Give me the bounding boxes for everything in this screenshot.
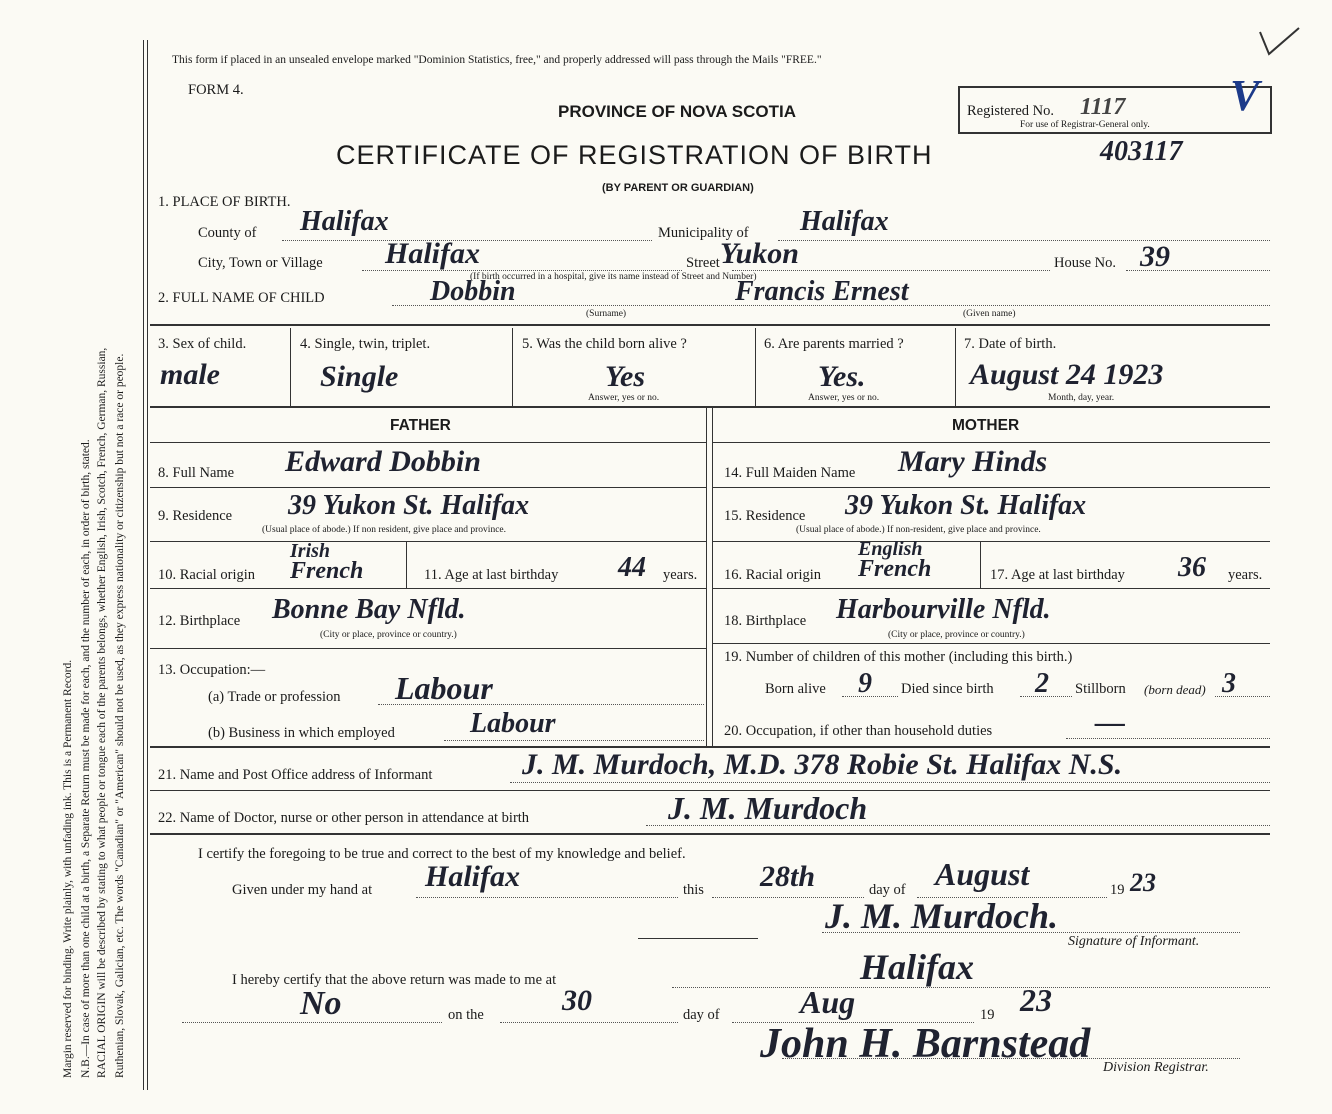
mother-age-value: 36 <box>1178 552 1206 583</box>
pencil-check-icon <box>1255 22 1305 62</box>
multiplicity-label: 4. Single, twin, triplet. <box>300 336 431 352</box>
house-value: 39 <box>1140 240 1170 273</box>
city-value: Halifax <box>385 237 480 270</box>
mother-residence-value: 39 Yukon St. Halifax <box>845 490 1087 521</box>
father-name-value: Edward Dobbin <box>285 445 481 478</box>
doctor-label: 22. Name of Doctor, nurse or other person in attendance at birth <box>158 810 530 826</box>
mother-residence-note: (Usual place of abode.) If non-resident, give place and province. <box>796 525 1041 535</box>
mother-occupation-value: — <box>1095 706 1125 739</box>
father-race-value: French <box>290 558 364 584</box>
child-surname: Dobbin <box>430 276 516 307</box>
certify-statement: I certify the foregoing to be true and correct to the best of my knowledge and belief. <box>198 846 686 862</box>
house-label: House No. <box>1054 255 1117 271</box>
place-of-birth-heading: 1. PLACE OF BIRTH. <box>158 194 291 210</box>
return-year-value: 23 <box>1020 982 1052 1018</box>
father-heading: FATHER <box>390 417 451 434</box>
on-the-label: on the <box>448 1007 484 1023</box>
child-given-name: Francis Ernest <box>735 276 909 307</box>
father-age-value: 44 <box>618 552 646 583</box>
day-of-label: day of <box>869 882 906 898</box>
father-birthplace-note: (City or place, province or country.) <box>320 630 457 640</box>
this-label: this <box>683 882 704 898</box>
province-heading: PROVINCE OF NOVA SCOTIA <box>558 102 797 121</box>
sex-label: 3. Sex of child. <box>158 336 247 352</box>
given-under-hand-label: Given under my hand at <box>232 882 373 898</box>
city-label: City, Town or Village <box>198 255 323 271</box>
child-name-label: 2. FULL NAME OF CHILD <box>158 290 325 306</box>
born-alive-count-label: Born alive <box>765 681 826 697</box>
hospital-note: (If birth occurred in a hospital, give its name instead of Street and Number) <box>470 272 757 282</box>
certificate-title: CERTIFICATE OF REGISTRATION OF BIRTH <box>336 140 933 170</box>
signature-of-informant-label: Signature of Informant. <box>1068 934 1200 949</box>
father-residence-note: (Usual place of abode.) If non resident, give place and province. <box>262 525 506 535</box>
given-place-value: Halifax <box>425 860 520 893</box>
father-birthplace-value: Bonne Bay Nfld. <box>272 594 466 625</box>
informant-signature: J. M. Murdoch. <box>825 896 1059 936</box>
margin-rule-2 <box>147 40 148 1090</box>
mother-years: years. <box>1228 567 1263 583</box>
mother-heading: MOTHER <box>952 417 1020 434</box>
mother-race-top: English <box>858 538 923 560</box>
surname-note: (Surname) <box>586 309 627 319</box>
return-month-value: Aug <box>800 984 856 1020</box>
registered-number: 1117 <box>1080 94 1126 120</box>
registered-label: Registered No. <box>967 103 1054 119</box>
sex-value: male <box>160 358 220 391</box>
binding-margin <box>0 0 140 1114</box>
registrar-signature: John H. Barnstead <box>760 1021 1091 1067</box>
mother-name-label: 14. Full Maiden Name <box>724 465 856 481</box>
margin-note-4: Ruthenian, Slovak, Galician, etc. The words "Canadian" or "American" should not be used, as they express nationality or citizenship but not a race or people. <box>114 353 126 1078</box>
died-since-birth-label: Died since birth <box>901 681 994 697</box>
parents-married-label: 6. Are parents married ? <box>764 336 904 352</box>
given-month-value: August <box>935 856 1030 892</box>
division-registrar-label: Division Registrar. <box>1103 1060 1209 1075</box>
father-birthplace-label: 12. Birthplace <box>158 613 241 629</box>
children-count-label: 19. Number of children of this mother (including this birth.) <box>724 649 1073 665</box>
father-age-label: 11. Age at last birthday <box>424 567 559 583</box>
stillborn-label: Stillborn <box>1075 681 1126 697</box>
mail-notice: This form if placed in an unsealed envelope marked "Dominion Statistics, free," and properly addressed will pass through the Mails "FREE." <box>172 54 822 66</box>
died-since-birth-count: 2 <box>1035 668 1049 699</box>
given-name-note: (Given name) <box>963 309 1016 319</box>
father-name-label: 8. Full Name <box>158 465 235 481</box>
mother-occupation-label: 20. Occupation, if other than household duties <box>724 723 993 739</box>
father-race-label: 10. Racial origin <box>158 567 256 583</box>
father-residence-label: 9. Residence <box>158 508 233 524</box>
mother-age-label: 17. Age at last birthday <box>990 567 1125 583</box>
margin-note-3: RACIAL ORIGIN will be described by stating to what people or tongue each of the parents belongs, whether English, Irish, Scotch, French, German, Russian, <box>96 347 108 1078</box>
business-value: Labour <box>470 708 556 739</box>
street-value: Yukon <box>720 237 799 270</box>
date-of-birth-value: August 24 1923 <box>970 358 1164 391</box>
answer-note-2: Answer, yes or no. <box>808 393 880 403</box>
given-year-value: 23 <box>1130 868 1156 897</box>
title-handwritten-number: 403117 <box>1100 136 1183 167</box>
margin-note-1: Margin reserved for binding. Write plainly, with unfading ink. This is a Permanent Record. <box>62 659 74 1078</box>
answer-note-1: Answer, yes or no. <box>588 393 660 403</box>
county-label: County of <box>198 225 257 241</box>
trade-label: (a) Trade or profession <box>208 689 341 705</box>
business-label: (b) Business in which employed <box>208 725 395 741</box>
return-day-of-label: day of <box>683 1007 720 1023</box>
given-day-value: 28th <box>760 860 816 893</box>
municipality-label: Municipality of <box>658 225 749 241</box>
margin-note-2: N.B.—In case of more than one child at a birth, a Separate Return must be made for each, and the number of each, in order of birth, stated. <box>80 439 92 1078</box>
margin-rule <box>143 40 144 1090</box>
mother-name-value: Mary Hinds <box>898 445 1048 478</box>
stillborn-count: 3 <box>1222 668 1236 699</box>
mother-birthplace-note: (City or place, province or country.) <box>888 630 1025 640</box>
mother-race-label: 16. Racial origin <box>724 567 822 583</box>
street-label: Street <box>686 255 720 271</box>
stillborn-note: (born dead) <box>1144 682 1206 697</box>
informant-label: 21. Name and Post Office address of Informant <box>158 767 433 783</box>
return-year-prefix: 19 <box>980 1007 995 1023</box>
mother-birthplace-label: 18. Birthplace <box>724 613 807 629</box>
county-value: Halifax <box>300 206 389 237</box>
informant-value: J. M. Murdoch, M.D. 378 Robie St. Halifax N.S. <box>522 748 1123 781</box>
father-race-top: Irish <box>290 540 331 562</box>
registrar-mark: No <box>300 985 342 1022</box>
mother-birthplace-value: Harbourville Nfld. <box>836 594 1051 625</box>
blue-check-mark: V <box>1230 71 1260 120</box>
doctor-value: J. M. Murdoch <box>668 790 868 826</box>
father-years: years. <box>663 567 698 583</box>
multiplicity-value: Single <box>320 360 399 393</box>
trade-value: Labour <box>395 670 493 706</box>
dob-note: Month, day, year. <box>1048 393 1115 403</box>
certificate-subtitle: (BY PARENT OR GUARDIAN) <box>602 182 754 194</box>
registrar-general-note: For use of Registrar-General only. <box>1020 120 1150 130</box>
return-day-value: 30 <box>562 984 592 1017</box>
year-prefix: 19 <box>1110 882 1125 898</box>
born-alive-label: 5. Was the child born alive ? <box>522 336 687 352</box>
municipality-value: Halifax <box>800 206 889 237</box>
return-made-label: I hereby certify that the above return was made to me at <box>232 972 557 988</box>
father-occupation-label: 13. Occupation:— <box>158 662 266 678</box>
mother-race-value: French <box>858 556 932 582</box>
born-alive-value: Yes <box>605 360 645 393</box>
date-of-birth-label: 7. Date of birth. <box>964 336 1057 352</box>
form-number: FORM 4. <box>188 82 244 98</box>
return-place-value: Halifax <box>860 947 974 987</box>
mother-residence-label: 15. Residence <box>724 508 806 524</box>
father-residence-value: 39 Yukon St. Halifax <box>288 490 530 521</box>
parents-married-value: Yes. <box>818 360 866 393</box>
born-alive-count: 9 <box>858 668 872 699</box>
